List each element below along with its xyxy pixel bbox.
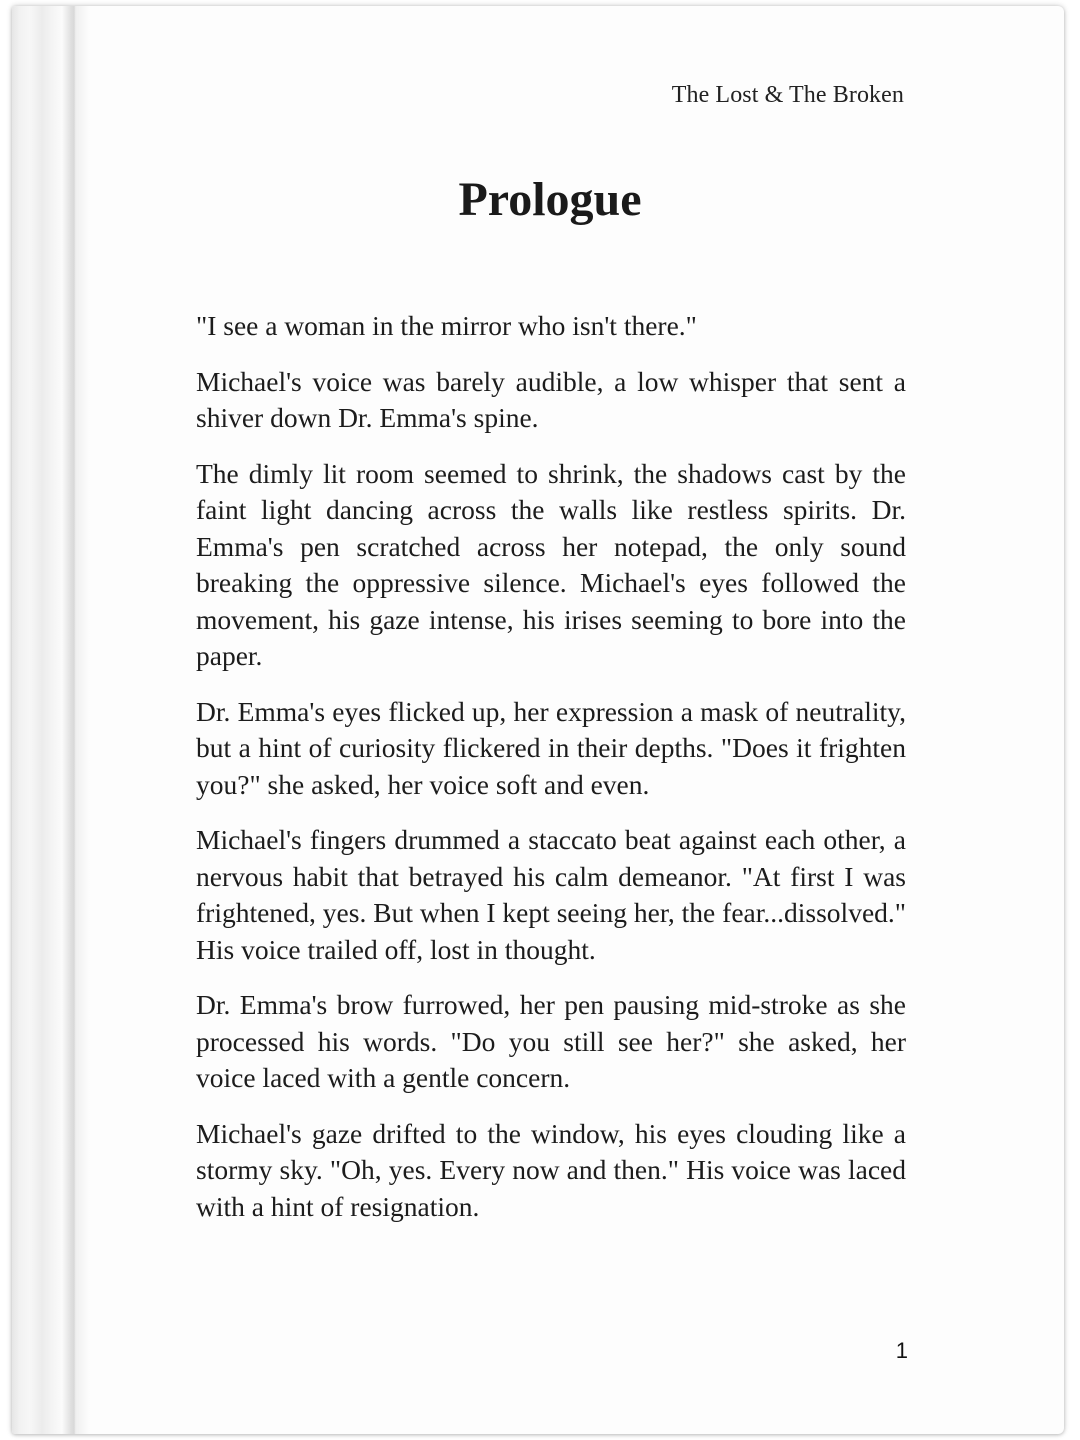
book bbox=[12, 6, 1064, 1434]
running-header: The Lost & The Broken bbox=[671, 82, 904, 108]
page-number: 1 bbox=[895, 1338, 908, 1363]
paragraph: The dimly lit room seemed to shrink, the shadows cast by the faint light dancing across the walls like restless spirits. Dr. Emma's pen scratched across her notepad, the only sound breaking the oppressive silence. Michael's eyes followed the movement, his gaze intense, his irises seeming to bore into the paper. bbox=[196, 457, 906, 671]
paragraph: Dr. Emma's brow furrowed, her pen pausing mid-stroke as she processed his words. "Do you still see her?" she asked, her voice laced with a gentle concern. bbox=[196, 989, 906, 1093]
paragraph: Dr. Emma's eyes flicked up, her expression a mask of neutrality, but a hint of curiosity flickered in their depths. "Does it frighten you?" she asked, her voice soft and even. bbox=[196, 695, 906, 800]
paragraph: Michael's fingers drummed a staccato beat against each other, a nervous habit that betrayed his calm demeanor. "At first I was frightened, yes. But when I kept seeing her, the fear...dissolved." His voice trailed off, lost in thought. bbox=[196, 824, 906, 965]
chapter-title: Prologue bbox=[458, 173, 642, 226]
paragraph: "I see a woman in the mirror who isn't there." bbox=[196, 310, 697, 341]
body-text bbox=[196, 308, 906, 1244]
paragraph: Michael's voice was barely audible, a low whisper that sent a shiver down Dr. Emma's spine. bbox=[196, 365, 906, 433]
paragraph: Michael's gaze drifted to the window, his eyes clouding like a stormy sky. "Oh, yes. Every now and then." His voice was laced with a hint of resignation. bbox=[196, 1117, 906, 1222]
book-page bbox=[12, 6, 1064, 1434]
